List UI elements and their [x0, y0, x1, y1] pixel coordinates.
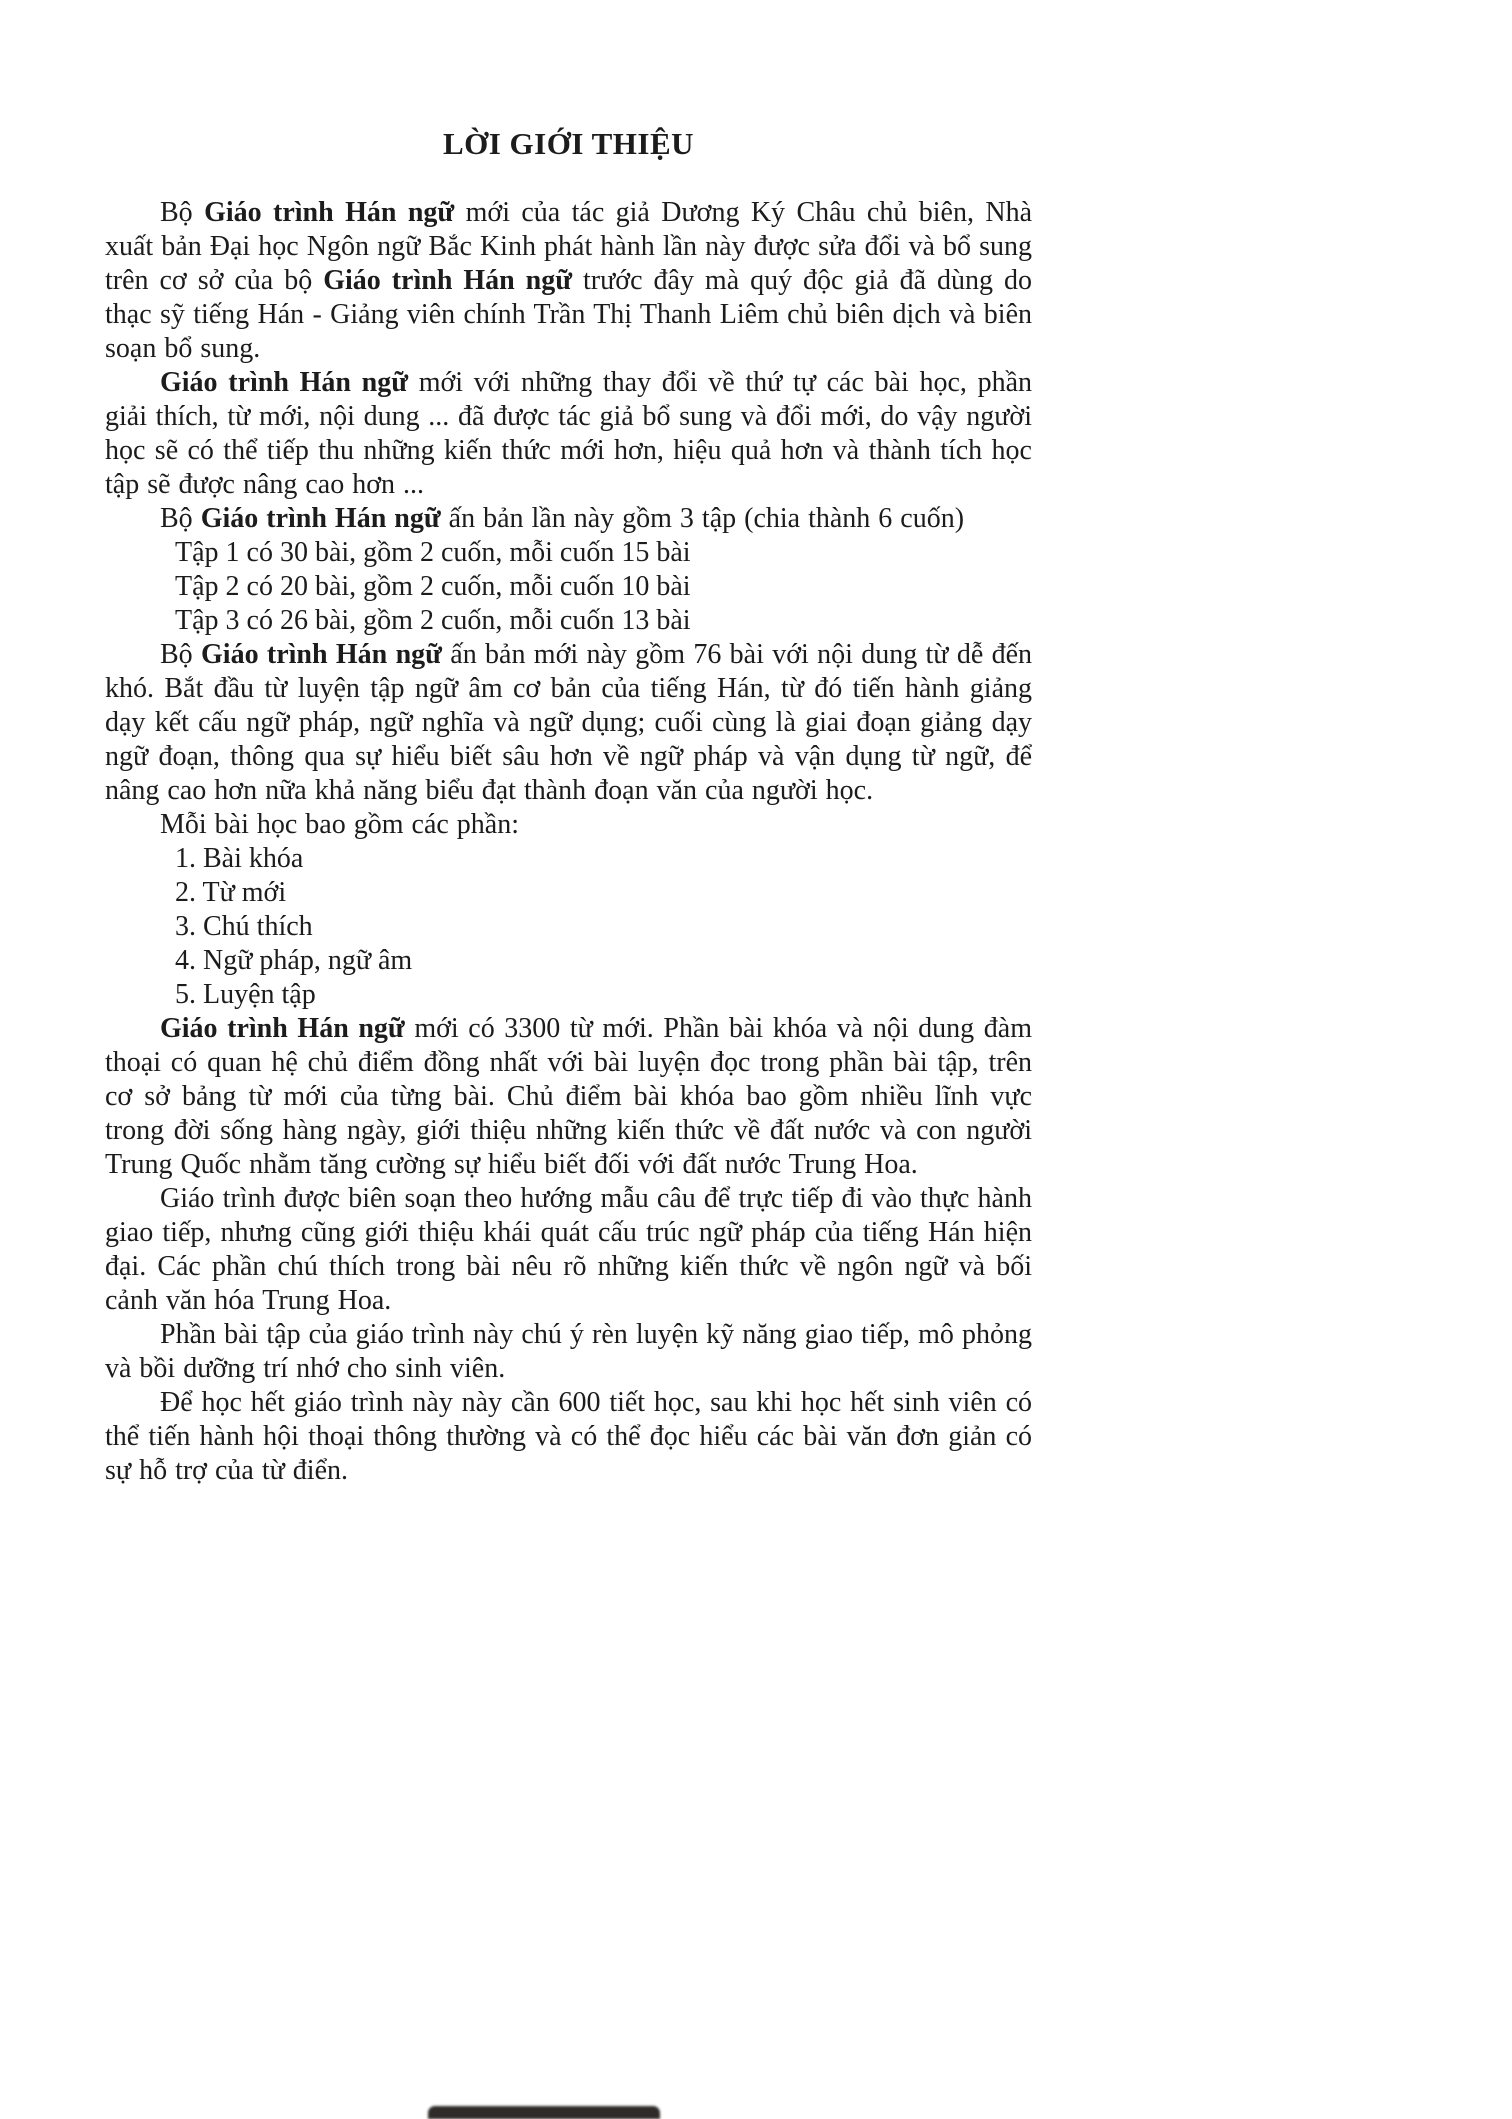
- text-segment: mới của tác giả Dương Ký Châu chủ biên, Nhà xuất bản Đại học Ngôn ngữ Bắc Kinh phát hành lần này được sửa đổi và bổ sung trên cơ sở của bộ: [105, 197, 1032, 296]
- page-title: LỜI GIỚI THIỆU: [442, 126, 695, 161]
- text-segment: Phần bài tập của giáo trình này chú ý rèn luyện kỹ năng giao tiếp, mô phỏng và bồi dưỡng trí nhớ cho sinh viên.: [105, 1319, 1032, 1384]
- text-segment: Bộ: [160, 503, 201, 534]
- series-title-bold: Giáo trình Hán ngữ: [160, 1013, 405, 1044]
- series-title-bold: Giáo trình Hán ngữ: [160, 367, 409, 398]
- text-segment: Mỗi bài học bao gồm các phần:: [160, 809, 520, 840]
- paragraph-2: [105, 366, 1032, 502]
- series-title-bold: Giáo trình Hán ngữ: [200, 503, 441, 534]
- lesson-part-item: 5. Luyện tập: [175, 979, 316, 1010]
- series-title-bold: Giáo trình Hán ngữ: [323, 265, 573, 296]
- volume-list-item: Tập 1 có 30 bài, gồm 2 cuốn, mỗi cuốn 15 bài: [175, 537, 691, 568]
- paragraph-5: [105, 808, 1032, 842]
- lesson-part-item: 4. Ngữ pháp, ngữ âm: [175, 945, 413, 976]
- series-title-bold: Giáo trình Hán ngữ: [201, 639, 442, 670]
- paragraph-7: [105, 1182, 1032, 1318]
- lesson-part-item: 2. Từ mới: [175, 877, 287, 908]
- text-segment: trước đây mà quý độc giả đã dùng do thạc sỹ tiếng Hán - Giảng viên chính Trần Thị Thanh Liêm chủ biên dịch và biên soạn bổ sung.: [105, 265, 1033, 364]
- volume-list-item: Tập 2 có 20 bài, gồm 2 cuốn, mỗi cuốn 10 bài: [175, 571, 691, 602]
- text-segment: Bộ: [160, 639, 202, 670]
- text-segment: ấn bản mới này gồm 76 bài với nội dung từ dễ đến khó. Bắt đầu từ luyện tập ngữ âm cơ bản của tiếng Hán, từ đó tiến hành giảng dạy kết cấu ngữ pháp, ngữ nghĩa và ngữ dụng; cuối cùng là giai đoạn giảng dạy ngữ đoạn, thông qua sự hiểu biết sâu hơn về ngữ pháp và vận dụng từ ngữ, để nâng cao hơn nữa khả năng biểu đạt thành đoạn văn của người học.: [105, 639, 1032, 806]
- paragraph-9: [105, 1386, 1032, 1488]
- text-segment: Bộ: [160, 197, 205, 228]
- text-segment: Để học hết giáo trình này này cần 600 tiết học, sau khi học hết sinh viên có thể tiến hành hội thoại thông thường và có thể đọc hiểu các bài văn đơn giản có sự hỗ trợ của từ điển.: [105, 1387, 1032, 1486]
- paragraph-6: [105, 1012, 1032, 1182]
- paragraph-1: [105, 196, 1032, 366]
- lesson-part-item: 3. Chú thích: [175, 911, 313, 942]
- text-segment: ấn bản lần này gồm 3 tập (chia thành 6 cuốn): [440, 503, 965, 534]
- paragraph-8: [105, 1318, 1032, 1386]
- lesson-part-item: 1. Bài khóa: [175, 843, 304, 874]
- volume-list-item: Tập 3 có 26 bài, gồm 2 cuốn, mỗi cuốn 13 bài: [175, 605, 691, 636]
- series-title-bold: Giáo trình Hán ngữ: [204, 197, 455, 228]
- paragraph-3: [105, 502, 1032, 536]
- text-segment: mới với những thay đổi về thứ tự các bài học, phần giải thích, từ mới, nội dung ... đã được tác giả bổ sung và đổi mới, do vậy người học sẽ có thể tiếp thu những kiến thức mới hơn, hiệu quả hơn và thành tích học tập sẽ được nâng cao hơn ...: [105, 367, 1032, 500]
- paragraph-4: [105, 638, 1032, 808]
- scan-edge-artifact: [428, 2106, 660, 2119]
- lesson-parts-list: [175, 842, 1032, 1012]
- text-segment: Giáo trình được biên soạn theo hướng mẫu câu để trực tiếp đi vào thực hành giao tiếp, nhưng cũng giới thiệu khái quát cấu trúc ngữ pháp của tiếng Hán hiện đại. Các phần chú thích trong bài nêu rõ những kiến thức về ngôn ngữ và bối cảnh văn hóa Trung Hoa.: [105, 1183, 1032, 1316]
- volume-list: [175, 536, 1032, 638]
- text-segment: mới có 3300 từ mới. Phần bài khóa và nội dung đàm thoại có quan hệ chủ điểm đồng nhất với bài luyện đọc trong phần bài tập, trên cơ sở bảng từ mới của từng bài. Chủ điểm bài khóa bao gồm nhiều lĩnh vực trong đời sống hàng ngày, giới thiệu những kiến thức về đất nước và con người Trung Quốc nhằm tăng cường sự hiểu biết đối với đất nước Trung Hoa.: [105, 1013, 1032, 1180]
